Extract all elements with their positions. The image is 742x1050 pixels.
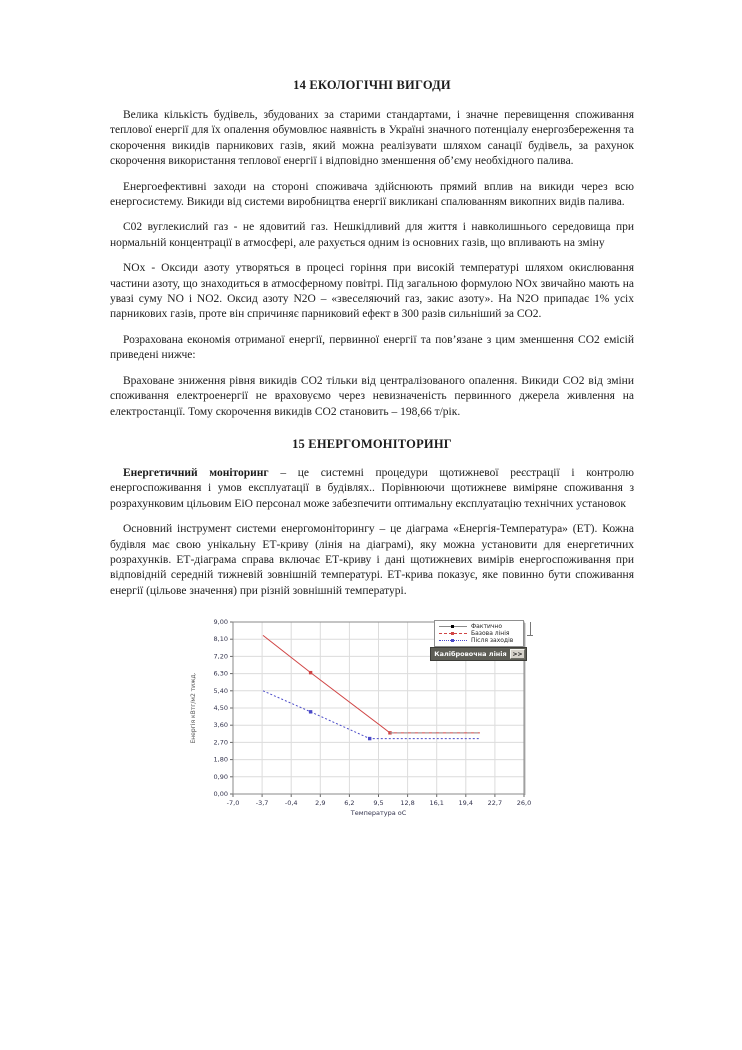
monitoring-lead-bold: Енергетичний моніторинг — [123, 466, 269, 479]
section-14-title: 14 ЕКОЛОГІЧНІ ВИГОДИ — [293, 78, 451, 92]
paragraph-et-diagram: Основний інструмент системи енергомоніторингу – це діаграма «Енергія-Температура» (ЕТ). Кожна будівля має свою унікальну ЕТ-криву (лінія на діаграмі), яку можна установити для енергетичних розрахунків. ЕТ-діаграма справа включає ЕТ-криву і дані щотижневих вимірів енергоспоживання при відповідній середній тижневій зовнішній температурі. ЕТ-крива показує, яке повинно бути споживання енергії (цільове значення) при різній зовнішній температурі. — [110, 523, 634, 597]
legend-item-actual[interactable] — [439, 623, 520, 630]
legend-label-actual: Фактично — [471, 623, 502, 631]
paragraph-co2-gas: С02 вуглекислий газ - не ядовитий газ. Нешкідливий для життя і навколишнього середовища при нормальній концентрації в атмосфері, але рахується одним із основних газів, що впливають на зміну — [110, 221, 634, 249]
svg-text:1,80: 1,80 — [213, 755, 228, 764]
svg-text:Енергія кВтг/м2 тижд.: Енергія кВтг/м2 тижд. — [190, 672, 197, 744]
legend-line-after-icon — [439, 640, 467, 641]
svg-text:-0,4: -0,4 — [284, 799, 298, 808]
svg-text:22,7: 22,7 — [487, 799, 503, 808]
monitoring-lead-rest: – це системні процедури щотижневої реєстрації і контролю енергоспоживання і умов експлуатації в будівлях.. Порівнюючи щотижневе виміряне споживання з розрахунковим цільовим ЕіО персонал може забезпечити оптимальну експлуатацію технічних установок — [110, 466, 634, 510]
legend-label-after-measures: Після заходів — [471, 637, 514, 645]
paragraph-energy-measures: Енергоефективні заходи на стороні споживача здійснюють прямий вплив на викиди через всю енергосистему. Викиди від системи виробництва енергії викликані спалюванням викопних видів палива. — [110, 180, 634, 209]
svg-text:6,2: 6,2 — [344, 799, 355, 808]
svg-text:26,0: 26,0 — [516, 799, 532, 808]
legend-marker-after-icon — [451, 639, 454, 642]
svg-text:0,90: 0,90 — [213, 772, 228, 781]
svg-text:-3,7: -3,7 — [255, 799, 269, 808]
svg-text:0,00: 0,00 — [213, 790, 228, 799]
svg-text:19,4: 19,4 — [458, 799, 474, 808]
svg-text:2,9: 2,9 — [315, 799, 326, 808]
svg-text:12,8: 12,8 — [400, 799, 415, 808]
svg-text:9,5: 9,5 — [373, 799, 384, 808]
cursor-artifact — [530, 622, 531, 636]
paragraph-nox-gas: NОх - Оксиди азоту утворяться в процесі горіння при високій температурі шляхом окислювання частини азоту, що знаходиться в атмосферному повітрі. Під загальною формулою NОх звичайно мають на увазі суму NО і NО2. Оксид азоту N2О – «звеселяючий газ, закис азоту». На N2О припадає 1% усіх парникових газів, проте він спричиняє парниковий ефект в 300 разів сильніший за СО2. — [110, 262, 634, 321]
legend-marker-actual-icon — [451, 625, 454, 628]
expand-chevrons-button[interactable]: >> — [510, 649, 525, 659]
svg-text:Температура оС: Температура оС — [350, 809, 407, 818]
legend-line-actual-icon — [439, 626, 467, 627]
svg-text:3,60: 3,60 — [213, 721, 228, 730]
legend-label-baseline: Базова лінія — [471, 630, 510, 638]
svg-text:7,20: 7,20 — [213, 652, 228, 661]
legend-line-baseline-icon — [439, 633, 467, 634]
section-15-title: 15 ЕНЕРГОМОНІТОРИНГ — [292, 436, 452, 451]
paragraph-monitoring-definition — [110, 466, 634, 512]
paragraph-co2-reduction: Враховане зниження рівня викидів СО2 тільки від централізованого опалення. Викиди СО2 від зміни споживання електроенергії не враховуємо через невизначеність первинного джерела живлення на електростанції. Тому скорочення викидів СО2 становить – 198,66 т/рік. — [110, 374, 634, 418]
svg-text:4,50: 4,50 — [213, 704, 228, 713]
svg-text:-7,0: -7,0 — [226, 799, 240, 808]
svg-text:6,30: 6,30 — [213, 669, 228, 678]
legend-item-after-measures[interactable] — [439, 637, 520, 644]
paragraph-buildings-overview: Велика кількість будівель, збудованих за старими стандартами, і значне перевищення споживання теплової енергії для їх опалення обумовлює наявність в Україні значного потенціалу енергозбереження та скорочення викидів парникових газів, який можна реалізувати шляхом санації будівель, за рахунок скорочення використання теплової енергії і відповідно зменшення об’єму необхідного палива. — [110, 109, 634, 168]
legend-marker-baseline-icon — [451, 632, 454, 635]
svg-text:5,40: 5,40 — [213, 686, 228, 695]
svg-text:9,00: 9,00 — [213, 618, 228, 627]
svg-text:2,70: 2,70 — [213, 738, 228, 747]
calibration-line-label: Калібровочна лінія — [434, 650, 507, 659]
paragraph-savings-intro: Розрахована економія отриманої енергії, первинної енергії та пов’язане з цим зменшення СО2 емісій приведені нижче: — [110, 333, 634, 362]
svg-text:8,10: 8,10 — [213, 635, 228, 644]
svg-text:16,1: 16,1 — [429, 799, 444, 808]
chart-legend — [434, 620, 524, 647]
legend-item-baseline[interactable] — [439, 630, 520, 637]
et-diagram-chart — [186, 609, 532, 839]
calibration-line-button[interactable] — [430, 647, 527, 661]
cursor-artifact-dash — [527, 635, 533, 636]
